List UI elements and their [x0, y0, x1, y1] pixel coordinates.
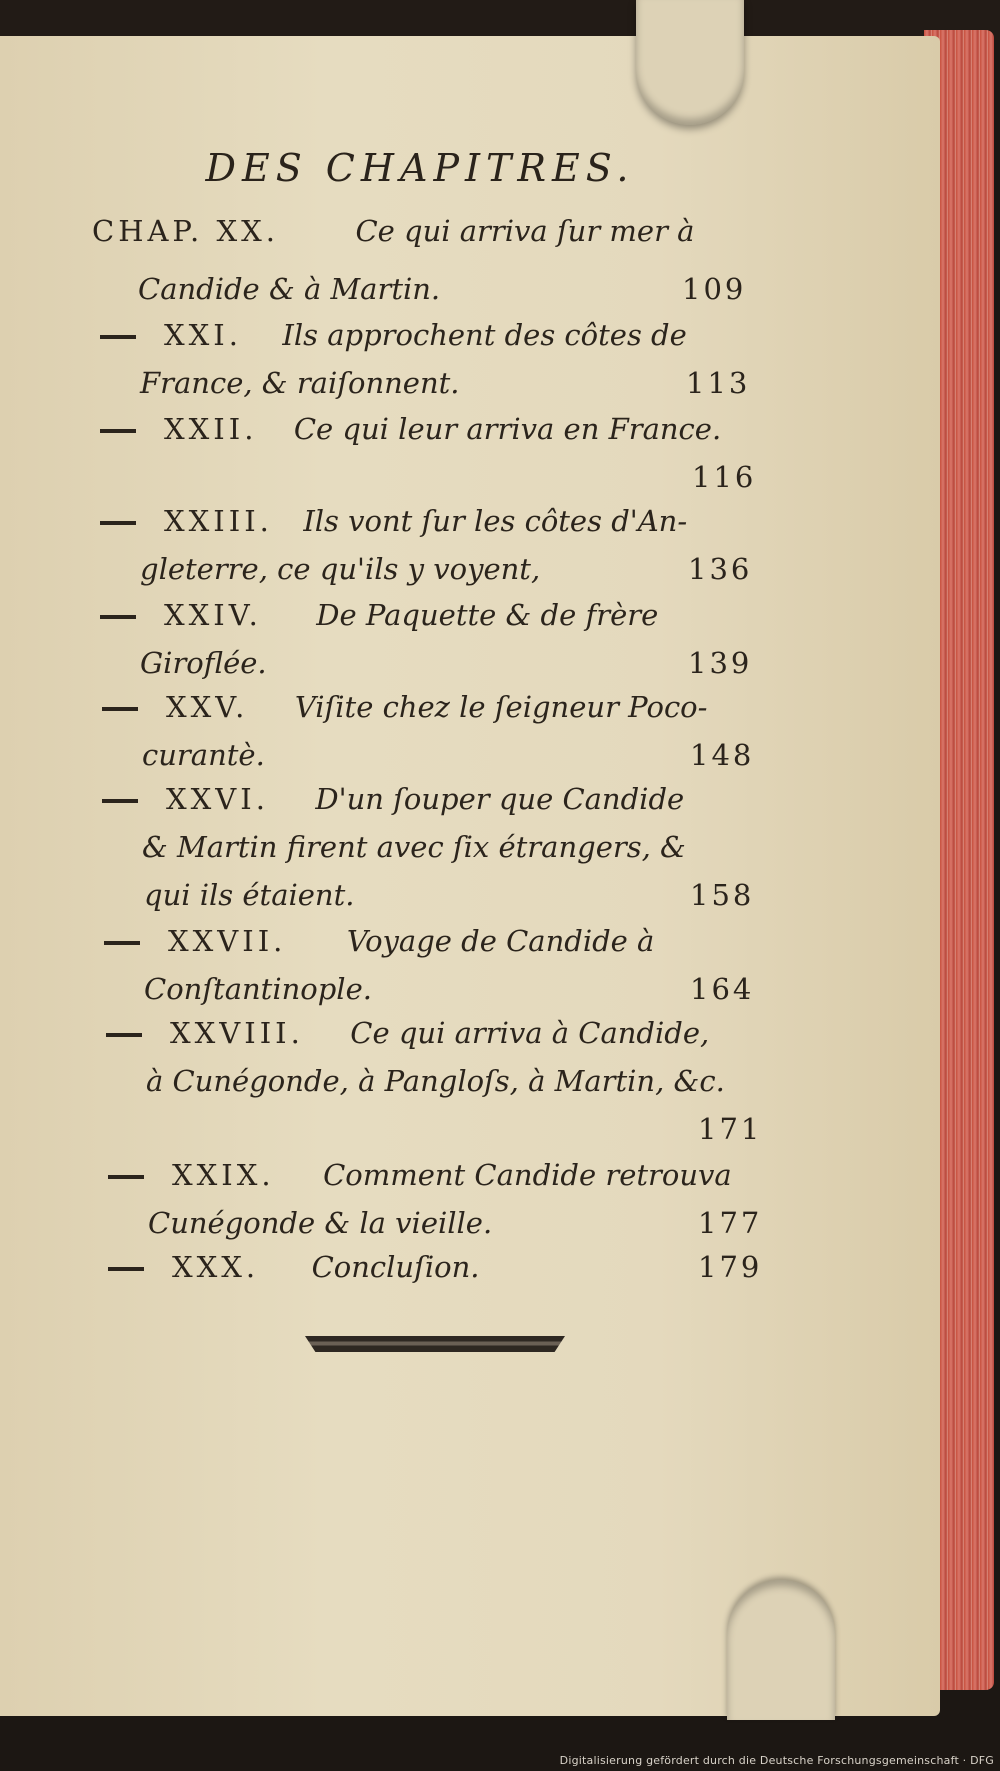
chapter-title: Voyage de Candide à [346, 924, 655, 958]
chapter-title-cont: France, & raiſonnent. [140, 366, 460, 400]
scan-top-border [0, 0, 1000, 40]
page-number: 109 [682, 272, 747, 306]
toc-entry-24-line1 [100, 598, 658, 644]
end-rule-ornament [305, 1336, 565, 1352]
page-number: 148 [690, 738, 755, 772]
toc-entry-20-line1 [92, 214, 694, 260]
chapter-title: Ce qui leur arriva en France. [293, 412, 722, 446]
page-number: 158 [690, 878, 755, 912]
chapter-title-cont: qui ils étaient. [144, 878, 355, 912]
dash-mark [106, 1033, 142, 1037]
page-number: 177 [698, 1206, 763, 1240]
chapter-title: De Paquette & de frère [316, 598, 659, 632]
toc-entry-28-line1 [106, 1016, 709, 1062]
chapter-label: XXI. [164, 318, 242, 352]
toc-entry-21-line1 [100, 318, 687, 364]
page-number: 139 [688, 646, 753, 680]
toc-entry-26-line1 [102, 782, 684, 828]
chapter-title: Concluſion. [311, 1250, 480, 1284]
chapter-label: XXVI. [166, 782, 269, 816]
chapter-label: XXIX. [172, 1158, 275, 1192]
page-number: 136 [688, 552, 753, 586]
chapter-title-cont: Cunégonde & la vieille. [148, 1206, 493, 1240]
chapter-title-cont: curantè. [142, 738, 265, 772]
chapter-title: Ce qui arriva à Candide, [350, 1016, 710, 1050]
toc-entry-25-line1 [102, 690, 707, 736]
page-number: 179 [698, 1250, 763, 1284]
chapter-title: Comment Candide retrouva [323, 1158, 732, 1192]
toc-entry-27-line1 [104, 924, 654, 970]
toc-entry-29-line1 [108, 1158, 732, 1204]
page-clip-top [636, 0, 744, 125]
dash-mark [104, 941, 140, 945]
chapter-title: Ils vont ſur les côtes d'An- [303, 504, 688, 538]
chapter-title-cont: à Cunégonde, à Pangloſs, à Martin, &c. [146, 1064, 725, 1098]
page-clip-bottom [727, 1580, 835, 1720]
chapter-title-cont: Conſtantinople. [144, 972, 372, 1006]
chapter-title-cont: & Martin firent avec ſix étrangers, & [142, 830, 686, 864]
chapter-title: Ils approchent des côtes de [282, 318, 687, 352]
chapter-label: XXV. [166, 690, 249, 724]
digitization-credit: Digitalisierung gefördert durch die Deutsche Forschungsgemeinschaft · DFG [559, 1754, 994, 1767]
chapter-label: CHAP. XX. [92, 214, 280, 248]
chapter-title-cont: Candide & à Martin. [138, 272, 441, 306]
page-heading: DES CHAPITRES. [205, 146, 635, 190]
dash-mark [100, 429, 136, 433]
page-number: 171 [698, 1112, 763, 1146]
dash-mark [102, 707, 138, 711]
chapter-title: D'un ſouper que Candide [315, 782, 685, 816]
dash-mark [100, 335, 136, 339]
chapter-title-cont: Giroflée. [140, 646, 267, 680]
page-number: 116 [692, 460, 757, 494]
chapter-label: XXVII. [168, 924, 287, 958]
page-number: 113 [686, 366, 751, 400]
dash-mark [108, 1175, 144, 1179]
dash-mark [100, 521, 136, 525]
chapter-label: XXX. [172, 1250, 260, 1284]
chapter-label: XXII. [164, 412, 258, 446]
dash-mark [100, 615, 136, 619]
toc-entry-23-line1 [100, 504, 687, 550]
dash-mark [108, 1267, 144, 1271]
chapter-title-cont: gleterre, ce qu'ils y voyent, [140, 552, 541, 586]
chapter-label: XXIV. [164, 598, 262, 632]
toc-entry-30-line1 [108, 1250, 479, 1296]
toc-entry-22-line1 [100, 412, 721, 458]
chapter-label: XXVIII. [170, 1016, 304, 1050]
chapter-title: Viſite chez le ſeigneur Poco- [294, 690, 708, 724]
page-number: 164 [690, 972, 755, 1006]
chapter-title: Ce qui arriva ſur mer à [355, 214, 695, 248]
dash-mark [102, 799, 138, 803]
chapter-label: XXIII. [164, 504, 273, 538]
